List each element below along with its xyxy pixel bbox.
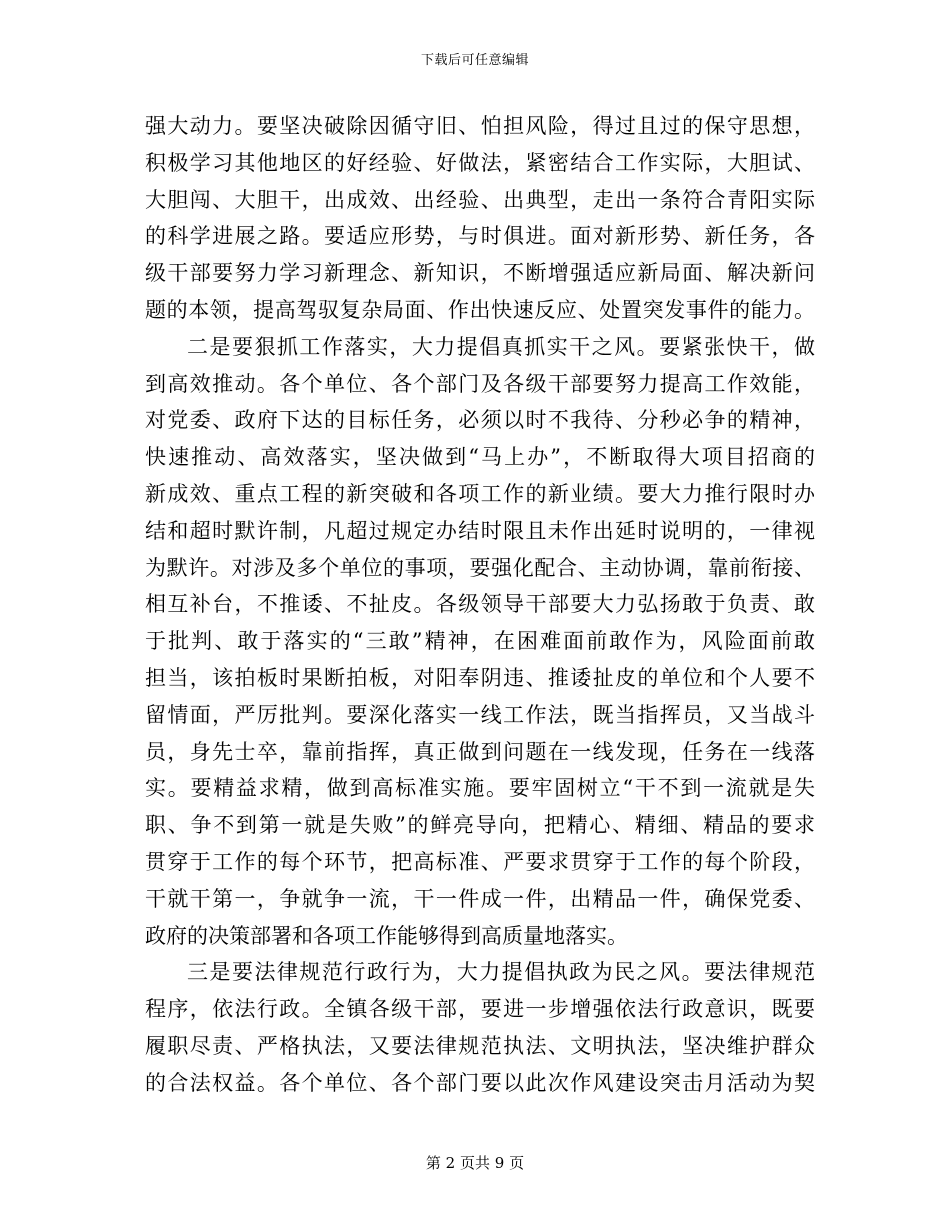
text-line: 程序，依法行政。全镇各级干部，要进一步增强依法行政意识，既要 (145, 997, 817, 1022)
text-line: 积极学习其他地区的好经验、好做法，紧密结合工作实际，大胆试、 (145, 150, 817, 175)
text-line: 的合法权益。各个单位、各个部门要以此次作风建设突击月活动为契 (145, 1070, 817, 1095)
text-line: 级干部要努力学习新理念、新知识，不断增强适应新局面、解决新问 (145, 261, 817, 286)
paragraph-first-line: 三是要法律规范行政行为，大力提倡执政为民之风。要法律规范 (187, 960, 817, 985)
text-line: 员，身先士卒，靠前指挥，真正做到问题在一线发现，任务在一线落 (145, 739, 817, 764)
text-line: 留情面，严厉批判。要深化落实一线工作法，既当指挥员，又当战斗 (145, 702, 817, 727)
text-line: 贯穿于工作的每个环节，把高标准、严要求贯穿于工作的每个阶段， (145, 849, 817, 874)
paragraph-first-line: 二是要狠抓工作落实，大力提倡真抓实干之风。要紧张快干，做 (187, 334, 817, 359)
page-footer-page-number: 第 2 页共 9 页 (425, 1154, 525, 1172)
text-line: 履职尽责、严格执法，又要法律规范执法、文明执法，坚决维护群众 (145, 1033, 817, 1058)
text-line: 干就干第一，争就争一流，干一件成一件，出精品一件，确保党委、 (145, 886, 817, 911)
page-header: 下载后可任意编辑 (420, 53, 529, 68)
text-line: 职、争不到第一就是失败”的鲜亮导向，把精心、精细、精品的要求 (145, 813, 817, 838)
text-line: 政府的决策部署和各项工作能够得到高质量地落实。 (145, 923, 628, 948)
text-line: 快速推动、高效落实，坚决做到“马上办”，不断取得大项目招商的 (145, 445, 818, 470)
text-line: 相互补台，不推诿、不扯皮。各级领导干部要大力弘扬敢于负责、敢 (145, 592, 817, 617)
text-line: 大胆闯、大胆干，出成效、出经验、出典型，走出一条符合青阳实际 (145, 187, 817, 212)
text-line: 担当，该拍板时果断拍板，对阳奉阴违、推诿扯皮的单位和个人要不 (145, 665, 817, 690)
document-body (145, 108, 818, 1102)
text-line: 实。要精益求精，做到高标准实施。要牢固树立“干不到一流就是失 (145, 776, 817, 801)
text-line: 的科学进展之路。要适应形势，与时俱进。面对新形势、新任务，各 (145, 224, 817, 249)
text-line: 新成效、重点工程的新突破和各项工作的新业绩。要大力推行限时办 (145, 481, 817, 506)
text-line: 为默许。对涉及多个单位的事项，要强化配合、主动协调，靠前衔接、 (145, 555, 816, 580)
text-line: 结和超时默许制，凡超过规定办结时限且未作出延时说明的，一律视 (145, 518, 817, 543)
text-line: 于批判、敢于落实的“三敢”精神，在困难面前敢作为，风险面前敢 (145, 629, 818, 654)
text-line: 强大动力。要坚决破除因循守旧、怕担风险，得过且过的保守思想， (145, 114, 817, 138)
text-line: 题的本领，提高驾驭复杂局面、作出快速反应、处置突发事件的能力。 (145, 297, 816, 322)
text-line: 到高效推动。各个单位、各个部门及各级干部要努力提高工作效能， (145, 371, 817, 396)
text-line: 对党委、政府下达的目标任务，必须以时不我待、分秒必争的精神， (145, 408, 817, 433)
